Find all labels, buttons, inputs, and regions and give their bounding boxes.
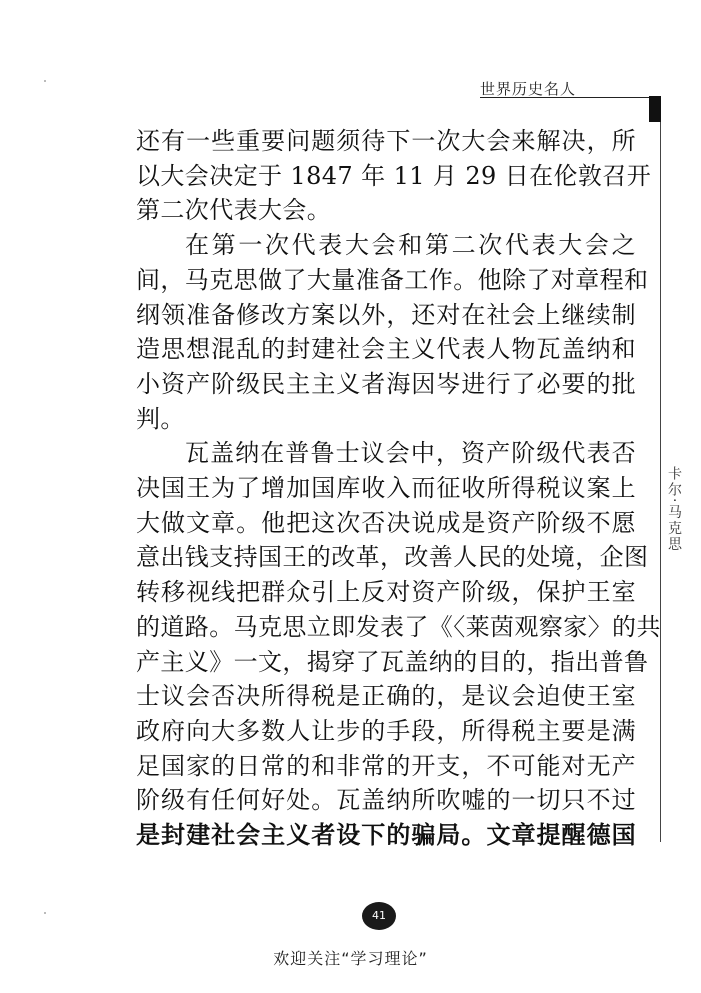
text-line: 判。 [136, 404, 185, 433]
running-header-title: 世界历史名人 [480, 80, 577, 98]
text-line: 间，马克思做了大量准备工作。他除了对章程和 [136, 265, 649, 294]
footer-note: 欢迎关注“学习理论” [273, 949, 428, 968]
text-line: 瓦盖纳在普鲁士议会中，资产阶级代表否 [185, 439, 636, 468]
text-line: 还有一些重要问题须待下一次大会来解决，所 [136, 127, 636, 155]
scan-mark [44, 80, 46, 82]
text-line: 转移视线把群众引上反对资产阶级，保护王室 [136, 578, 636, 607]
text-line: 在第一次代表大会和第二次代表大会之 [185, 231, 636, 260]
header-rule [480, 97, 653, 98]
header-thumb-tab [649, 96, 661, 122]
text-line: 是封建社会主义者设下的骗局。文章提醒德国 [136, 820, 636, 850]
text-line: 以大会决定于 1847 年 11 月 29 日在伦敦召开 [136, 161, 652, 190]
text-line: 阶级有任何好处。瓦盖纳所吹嘘的一切只不过 [136, 786, 636, 815]
text-line: 纲领准备修改方案以外，还对在社会上继续制 [136, 300, 636, 329]
text-line: 政府向大多数人让步的手段，所得税主要是满 [136, 716, 636, 745]
text-line: 决国王为了增加国库收入而征收所得税议案上 [136, 474, 636, 503]
text-line: 意出钱支持国王的改革，改善人民的处境，企图 [136, 543, 649, 572]
text-line: 产主义》一文，揭穿了瓦盖纳的目的，指出普鲁 [136, 647, 649, 676]
text-line: 第二次代表大会。 [136, 196, 332, 225]
body-text [136, 124, 661, 853]
text-line: 大做文章。他把这次否决说成是资产阶级不愿 [136, 508, 636, 537]
text-line: 造思想混乱的封建社会主义代表人物瓦盖纳和 [136, 335, 636, 364]
side-margin-rule [660, 122, 661, 842]
text-line: 小资产阶级民主主义者海因岑进行了必要的批 [136, 369, 636, 398]
page-number-badge: 41 [362, 902, 396, 930]
text-line: 的道路。马克思立即发表了《〈莱茵观察家〉的共 [136, 612, 661, 641]
text-line: 足国家的日常的和非常的开支，不可能对无产 [136, 751, 636, 780]
side-chapter-label: 卡尔·马克思 [664, 462, 684, 556]
text-line: 士议会否决所得税是正确的，是议会迫使王室 [136, 682, 636, 711]
scan-mark [44, 912, 46, 914]
